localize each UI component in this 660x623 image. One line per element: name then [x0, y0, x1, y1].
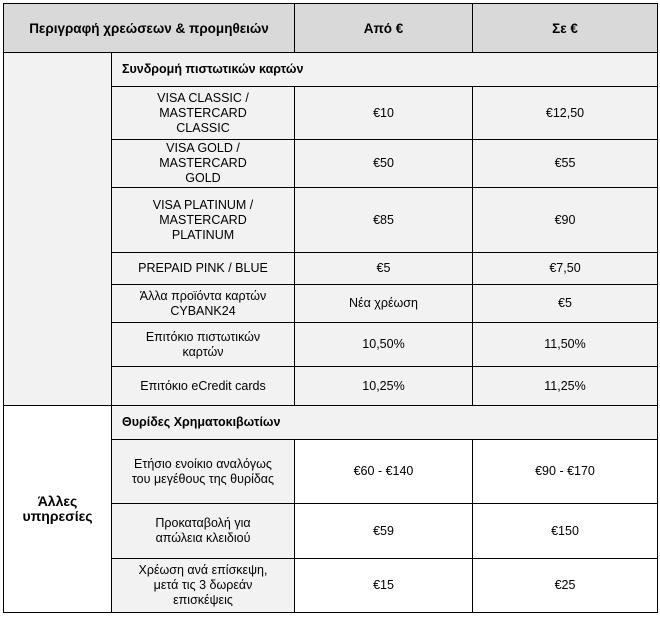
row-label: PREPAID PINK / BLUE: [112, 253, 295, 285]
row-label: Ετήσιο ενοίκιο αναλόγως του μεγέθους της θυρίδας: [112, 440, 295, 504]
row-to: 11,25%: [473, 367, 658, 406]
row-from: €85: [295, 188, 473, 253]
header-from: Από €: [295, 4, 473, 53]
row-label: Επιτόκιο eCredit cards: [112, 367, 295, 406]
row-from: €60 - €140: [295, 440, 473, 504]
row-label: Χρέωση ανά επίσκεψη, μετά τις 3 δωρεάν επισκέψεις: [112, 559, 295, 613]
row-to: €12,50: [473, 87, 658, 140]
row-to: 11,50%: [473, 323, 658, 367]
row-label: VISA CLASSIC / MASTERCARD CLASSIC: [112, 87, 295, 140]
row-from: Νέα χρέωση: [295, 285, 473, 323]
row-from: €59: [295, 504, 473, 559]
row-to: €90 - €170: [473, 440, 658, 504]
row-label: Επιτόκιο πιστωτικών καρτών: [112, 323, 295, 367]
row-to: €5: [473, 285, 658, 323]
row-to: €25: [473, 559, 658, 613]
header-to: Σε €: [473, 4, 658, 53]
section-row: [4, 406, 658, 440]
group-cell-empty: [4, 53, 112, 406]
fees-table: [3, 3, 658, 613]
row-to: €55: [473, 140, 658, 188]
row-to: €90: [473, 188, 658, 253]
row-to: €150: [473, 504, 658, 559]
row-from: 10,25%: [295, 367, 473, 406]
section-title: Θυρίδες Χρηματοκιβωτίων: [112, 406, 658, 440]
header-description: Περιγραφή χρεώσεων & προμηθειών: [4, 4, 295, 53]
row-to: €7,50: [473, 253, 658, 285]
row-from: €15: [295, 559, 473, 613]
row-label: VISA PLATINUM / MASTERCARD PLATINUM: [112, 188, 295, 253]
row-label: Άλλα προϊόντα καρτών CYBANK24: [112, 285, 295, 323]
row-label: VISA GOLD / MASTERCARD GOLD: [112, 140, 295, 188]
section-title: Συνδρομή πιστωτικών καρτών: [112, 53, 658, 87]
section-row: [4, 53, 658, 87]
row-label: Προκαταβολή για απώλεια κλειδιού: [112, 504, 295, 559]
row-from: €5: [295, 253, 473, 285]
row-from: €50: [295, 140, 473, 188]
row-from: €10: [295, 87, 473, 140]
header-row: [4, 4, 658, 53]
group-label: Άλλες υπηρεσίες: [4, 406, 112, 613]
row-from: 10,50%: [295, 323, 473, 367]
